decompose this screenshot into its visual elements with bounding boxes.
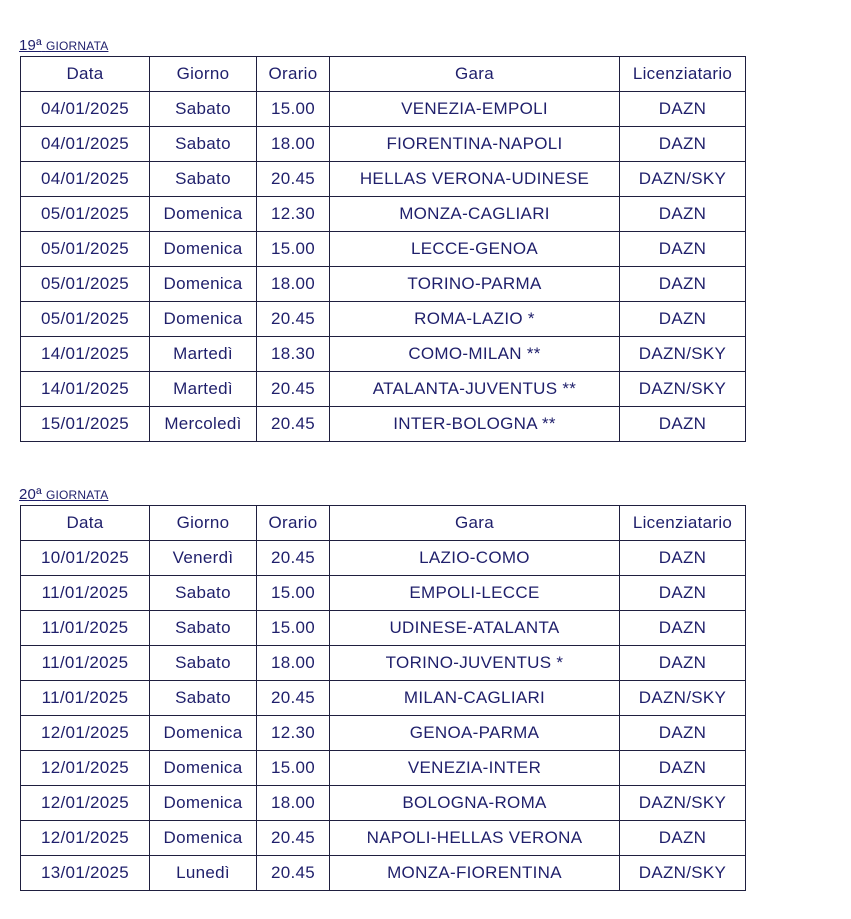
match-cell: VENEZIA-INTER: [330, 751, 620, 786]
giornata-heading: [19, 483, 746, 505]
table-row: [21, 576, 746, 611]
column-header-date: Data: [21, 506, 150, 541]
broadcaster-cell: DAZN/SKY: [620, 337, 746, 372]
table-row: [21, 337, 746, 372]
match-cell: NAPOLI-HELLAS VERONA: [330, 821, 620, 856]
time-cell: 20.45: [257, 302, 330, 337]
schedule-table: [20, 56, 746, 442]
column-header-time: Orario: [257, 57, 330, 92]
time-cell: 20.45: [257, 681, 330, 716]
match-cell: VENEZIA-EMPOLI: [330, 92, 620, 127]
column-header-day: Giorno: [150, 57, 257, 92]
broadcaster-cell: DAZN: [620, 232, 746, 267]
date-cell: 15/01/2025: [21, 407, 150, 442]
date-cell: 04/01/2025: [21, 127, 150, 162]
heading-number: 19ª: [19, 37, 42, 54]
broadcaster-cell: DAZN: [620, 267, 746, 302]
match-cell: GENOA-PARMA: [330, 716, 620, 751]
day-cell: Sabato: [150, 162, 257, 197]
table-header-row: [21, 506, 746, 541]
time-cell: 20.45: [257, 372, 330, 407]
column-header-match: Gara: [330, 506, 620, 541]
broadcaster-cell: DAZN: [620, 576, 746, 611]
date-cell: 14/01/2025: [21, 337, 150, 372]
time-cell: 15.00: [257, 751, 330, 786]
date-cell: 05/01/2025: [21, 197, 150, 232]
date-cell: 10/01/2025: [21, 541, 150, 576]
time-cell: 18.30: [257, 337, 330, 372]
match-cell: INTER-BOLOGNA **: [330, 407, 620, 442]
day-cell: Domenica: [150, 232, 257, 267]
day-cell: Venerdì: [150, 541, 257, 576]
day-cell: Sabato: [150, 611, 257, 646]
table-row: [21, 541, 746, 576]
broadcaster-cell: DAZN: [620, 541, 746, 576]
date-cell: 13/01/2025: [21, 856, 150, 891]
day-cell: Mercoledì: [150, 407, 257, 442]
table-body: [21, 541, 746, 891]
broadcaster-cell: DAZN/SKY: [620, 681, 746, 716]
table-row: [21, 127, 746, 162]
time-cell: 12.30: [257, 716, 330, 751]
day-cell: Domenica: [150, 197, 257, 232]
match-cell: FIORENTINA-NAPOLI: [330, 127, 620, 162]
time-cell: 15.00: [257, 232, 330, 267]
match-cell: BOLOGNA-ROMA: [330, 786, 620, 821]
date-cell: 05/01/2025: [21, 232, 150, 267]
broadcaster-cell: DAZN: [620, 92, 746, 127]
column-header-date: Data: [21, 57, 150, 92]
time-cell: 18.00: [257, 127, 330, 162]
day-cell: Sabato: [150, 92, 257, 127]
date-cell: 12/01/2025: [21, 786, 150, 821]
table-row: [21, 786, 746, 821]
heading-number: 20ª: [19, 486, 42, 503]
time-cell: 15.00: [257, 92, 330, 127]
broadcaster-cell: DAZN: [620, 716, 746, 751]
day-cell: Domenica: [150, 716, 257, 751]
time-cell: 20.45: [257, 541, 330, 576]
date-cell: 11/01/2025: [21, 681, 150, 716]
match-cell: COMO-MILAN **: [330, 337, 620, 372]
match-cell: ROMA-LAZIO *: [330, 302, 620, 337]
date-cell: 05/01/2025: [21, 302, 150, 337]
day-cell: Sabato: [150, 681, 257, 716]
table-row: [21, 197, 746, 232]
table-row: [21, 751, 746, 786]
table-row: [21, 92, 746, 127]
broadcaster-cell: DAZN: [620, 127, 746, 162]
table-header-row: [21, 57, 746, 92]
broadcaster-cell: DAZN: [620, 407, 746, 442]
time-cell: 20.45: [257, 856, 330, 891]
table-row: [21, 856, 746, 891]
giornata-20-section: [19, 483, 746, 891]
time-cell: 20.45: [257, 821, 330, 856]
broadcaster-cell: DAZN/SKY: [620, 786, 746, 821]
date-cell: 05/01/2025: [21, 267, 150, 302]
table-row: [21, 372, 746, 407]
broadcaster-cell: DAZN: [620, 751, 746, 786]
match-cell: MONZA-CAGLIARI: [330, 197, 620, 232]
table-row: [21, 611, 746, 646]
table-row: [21, 162, 746, 197]
day-cell: Domenica: [150, 267, 257, 302]
date-cell: 11/01/2025: [21, 576, 150, 611]
broadcaster-cell: DAZN: [620, 197, 746, 232]
day-cell: Domenica: [150, 751, 257, 786]
match-cell: MONZA-FIORENTINA: [330, 856, 620, 891]
day-cell: Lunedì: [150, 856, 257, 891]
match-cell: ATALANTA-JUVENTUS **: [330, 372, 620, 407]
date-cell: 04/01/2025: [21, 92, 150, 127]
match-cell: LECCE-GENOA: [330, 232, 620, 267]
day-cell: Domenica: [150, 821, 257, 856]
day-cell: Sabato: [150, 576, 257, 611]
day-cell: Domenica: [150, 786, 257, 821]
time-cell: 20.45: [257, 407, 330, 442]
broadcaster-cell: DAZN: [620, 302, 746, 337]
day-cell: Sabato: [150, 646, 257, 681]
column-header-broadcaster: Licenziatario: [620, 57, 746, 92]
date-cell: 12/01/2025: [21, 821, 150, 856]
table-body: [21, 92, 746, 442]
match-cell: MILAN-CAGLIARI: [330, 681, 620, 716]
column-header-day: Giorno: [150, 506, 257, 541]
day-cell: Sabato: [150, 127, 257, 162]
giornata-19-section: [19, 34, 746, 442]
date-cell: 04/01/2025: [21, 162, 150, 197]
date-cell: 14/01/2025: [21, 372, 150, 407]
broadcaster-cell: DAZN/SKY: [620, 372, 746, 407]
time-cell: 18.00: [257, 786, 330, 821]
broadcaster-cell: DAZN/SKY: [620, 856, 746, 891]
table-row: [21, 267, 746, 302]
heading-word: GIORNATA: [45, 488, 109, 502]
time-cell: 12.30: [257, 197, 330, 232]
table-row: [21, 821, 746, 856]
column-header-time: Orario: [257, 506, 330, 541]
broadcaster-cell: DAZN: [620, 821, 746, 856]
date-cell: 12/01/2025: [21, 751, 150, 786]
match-cell: HELLAS VERONA-UDINESE: [330, 162, 620, 197]
match-cell: LAZIO-COMO: [330, 541, 620, 576]
day-cell: Martedì: [150, 372, 257, 407]
match-cell: UDINESE-ATALANTA: [330, 611, 620, 646]
table-row: [21, 716, 746, 751]
time-cell: 18.00: [257, 267, 330, 302]
day-cell: Martedì: [150, 337, 257, 372]
table-row: [21, 681, 746, 716]
day-cell: Domenica: [150, 302, 257, 337]
giornata-heading: [19, 34, 746, 56]
date-cell: 11/01/2025: [21, 611, 150, 646]
table-row: [21, 407, 746, 442]
broadcaster-cell: DAZN/SKY: [620, 162, 746, 197]
time-cell: 20.45: [257, 162, 330, 197]
table-row: [21, 232, 746, 267]
match-cell: TORINO-JUVENTUS *: [330, 646, 620, 681]
broadcaster-cell: DAZN: [620, 611, 746, 646]
table-row: [21, 646, 746, 681]
match-cell: EMPOLI-LECCE: [330, 576, 620, 611]
broadcaster-cell: DAZN: [620, 646, 746, 681]
column-header-match: Gara: [330, 57, 620, 92]
time-cell: 15.00: [257, 611, 330, 646]
column-header-broadcaster: Licenziatario: [620, 506, 746, 541]
schedule-table: [20, 505, 746, 891]
date-cell: 11/01/2025: [21, 646, 150, 681]
match-cell: TORINO-PARMA: [330, 267, 620, 302]
time-cell: 18.00: [257, 646, 330, 681]
time-cell: 15.00: [257, 576, 330, 611]
date-cell: 12/01/2025: [21, 716, 150, 751]
table-row: [21, 302, 746, 337]
heading-word: GIORNATA: [45, 39, 109, 53]
